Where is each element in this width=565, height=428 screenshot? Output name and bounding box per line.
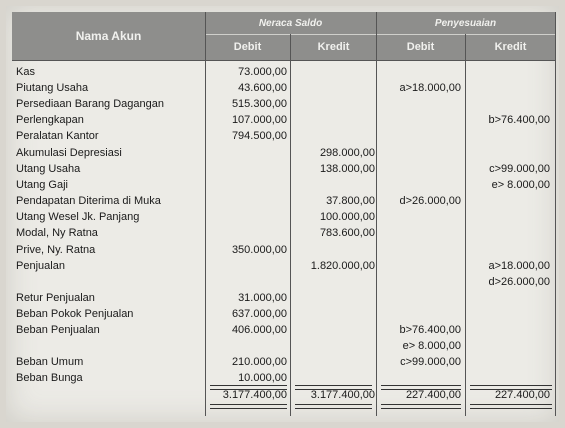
table-row (6, 308, 559, 324)
account-name: Utang Usaha (16, 163, 81, 175)
adj-debit-value: d>26.000,00 (399, 195, 461, 207)
header-bottom-rule (12, 60, 555, 61)
adj-kredit-value: c>99.000,00 (489, 163, 550, 175)
account-name: Penjualan (16, 260, 65, 272)
debit-value: 794.500,00 (231, 130, 287, 142)
adj-debit-value: a>18.000,00 (399, 82, 461, 94)
total-under-rule-adj-kredit (470, 404, 552, 409)
debit-value: 31.000,00 (238, 292, 287, 304)
adj-kredit-value: a>18.000,00 (488, 260, 550, 272)
kredit-value: 138.000,00 (319, 163, 375, 175)
debit-value: 210.000,00 (231, 356, 287, 368)
account-name: Utang Gaji (16, 179, 68, 191)
account-name: Beban Pokok Penjualan (16, 308, 134, 320)
table-row (6, 66, 559, 82)
table-row (6, 340, 559, 356)
total-adj-kredit: 227.400,00 (494, 389, 550, 401)
table-row (6, 82, 559, 98)
header-neraca-saldo: Neraca Saldo (205, 12, 376, 34)
table-row (6, 195, 559, 211)
account-name: Utang Wesel Jk. Panjang (16, 211, 140, 223)
header-ns-debit: Debit (205, 34, 290, 60)
adj-kredit-value: e> 8.000,00 (491, 179, 550, 191)
kredit-value: 298.000,00 (319, 147, 375, 159)
table-row (6, 98, 559, 114)
adj-debit-value: b>76.400,00 (399, 324, 461, 336)
account-name: Beban Bunga (16, 372, 83, 384)
table-row (6, 179, 559, 195)
header-py-debit: Debit (376, 34, 465, 60)
header-py-kredit: Kredit (466, 34, 555, 60)
total-under-rule-debit (210, 404, 287, 409)
worksheet-table (6, 6, 559, 422)
table-row (6, 227, 559, 243)
header-penyesuaian: Penyesuaian (376, 12, 555, 34)
kredit-value: 783.600,00 (319, 227, 375, 239)
account-name: Beban Penjualan (16, 324, 100, 336)
kredit-value: 37.800,00 (326, 195, 375, 207)
table-row (6, 244, 559, 260)
debit-value: 10.000,00 (238, 372, 287, 384)
adj-kredit-value: b>76.400,00 (488, 114, 550, 126)
total-under-rule-kredit (295, 404, 372, 409)
debit-value: 73.000,00 (238, 66, 287, 78)
table-row (6, 163, 559, 179)
debit-value: 515.300,00 (231, 98, 287, 110)
account-name: Beban Umum (16, 356, 84, 368)
account-name: Piutang Usaha (16, 82, 89, 94)
account-name: Kas (16, 66, 35, 78)
account-name: Akumulasi Depresiasi (16, 147, 122, 159)
table-row (6, 276, 559, 292)
adj-debit-value: e> 8.000,00 (402, 340, 461, 352)
total-kredit: 3.177.400,00 (310, 389, 375, 401)
debit-value: 406.000,00 (231, 324, 287, 336)
header-divider (205, 34, 555, 35)
debit-value: 350.000,00 (231, 244, 287, 256)
table-row (6, 130, 559, 146)
table-row (6, 260, 559, 276)
account-name: Modal, Ny Ratna (16, 227, 98, 239)
table-row (6, 292, 559, 308)
account-name: Perlengkapan (16, 114, 84, 126)
kredit-value: 1.820.000,00 (310, 260, 375, 272)
total-adj-debit: 227.400,00 (405, 389, 461, 401)
account-name: Prive, Ny. Ratna (16, 244, 96, 256)
table-row (6, 114, 559, 130)
table-row (6, 147, 559, 163)
account-name: Peralatan Kantor (16, 130, 99, 142)
adj-debit-value: c>99.000,00 (400, 356, 461, 368)
table-row (6, 211, 559, 227)
debit-value: 107.000,00 (231, 114, 287, 126)
debit-value: 637.000,00 (231, 308, 287, 320)
kredit-value: 100.000,00 (319, 211, 375, 223)
debit-value: 43.600,00 (238, 82, 287, 94)
account-name: Pendapatan Diterima di Muka (16, 195, 161, 207)
header-ns-kredit: Kredit (291, 34, 376, 60)
total-debit: 3.177.400,00 (222, 389, 287, 401)
total-under-rule-adj-debit (381, 404, 461, 409)
table-row (6, 356, 559, 372)
account-name: Retur Penjualan (16, 292, 95, 304)
account-name: Persediaan Barang Dagangan (16, 98, 165, 110)
table-row (6, 324, 559, 340)
adj-kredit-value: d>26.000,00 (488, 276, 550, 288)
header-nama-akun: Nama Akun (12, 12, 205, 60)
